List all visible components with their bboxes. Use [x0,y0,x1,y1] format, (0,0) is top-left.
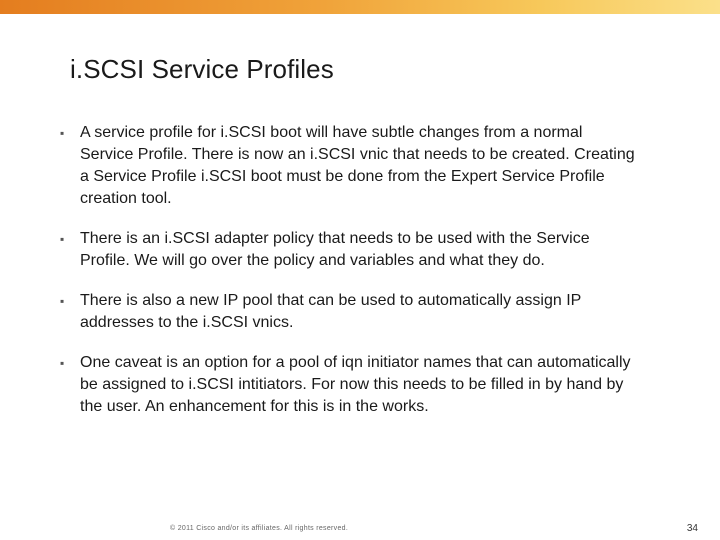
bullet-list [60,122,635,436]
footer-copyright: © 2011 Cisco and/or its affiliates. All rights reserved. [170,525,349,532]
bullet-text: There is also a new IP pool that can be used to automatically assign IP addresses to the i.SCSI vnics. [80,292,582,331]
bullet-marker-icon: ▪ [60,294,65,308]
top-banner [0,0,720,14]
bullet-item [60,290,635,334]
bullet-text: There is an i.SCSI adapter policy that needs to be used with the Service Profile. We will go over the policy and variables and what they do. [80,230,590,269]
page-number: 34 [686,523,698,534]
bullet-text: A service profile for i.SCSI boot will have subtle changes from a normal Service Profile. There is now an i.SCSI vnic that needs to be created. Creating a Service Profile i.SCSI boot must be done from the Expert Service Profile creation tool. [80,124,635,207]
bullet-marker-icon: ▪ [60,232,65,246]
bullet-item [60,122,635,210]
slide-title: i.SCSI Service Profiles [70,54,334,84]
bullet-item [60,228,635,272]
bullet-marker-icon: ▪ [60,356,65,370]
bullet-text: One caveat is an option for a pool of iqn initiator names that can automatically be assigned to i.SCSI intitiators. For now this needs to be filled in by hand by the user. An enhancement for this is in the works. [80,354,631,415]
bullet-marker-icon: ▪ [60,126,65,140]
bullet-item [60,352,635,418]
